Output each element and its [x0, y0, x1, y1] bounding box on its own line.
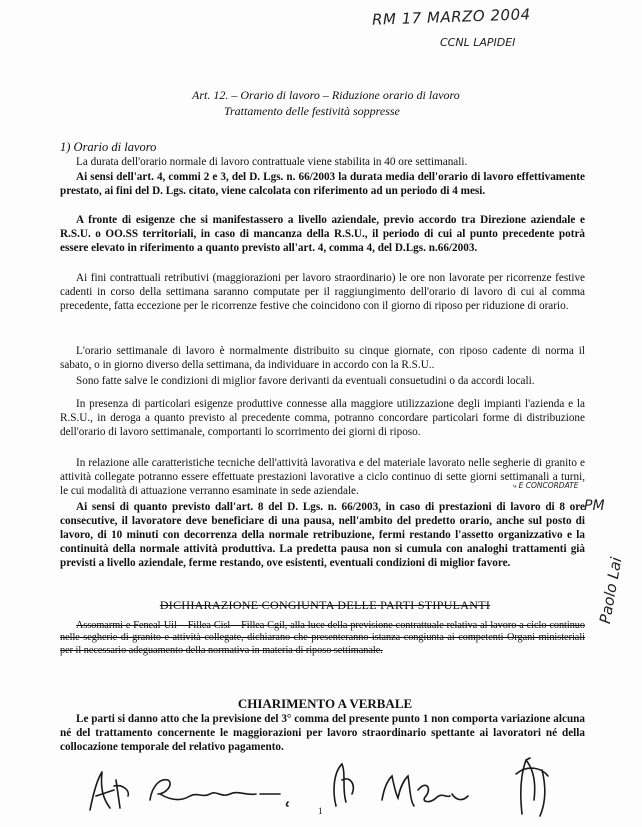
handwritten-reference: CCNL LAPIDEI [440, 36, 516, 49]
signature-1 [90, 772, 128, 810]
paragraph: Ai sensi dell'art. 4, commi 2 e 3, del D. Lgs. n. 66/2003 la durata media dell'orario di lavoro effettivamente prestato, ai fini del D. Lgs. citato, viene calcolata con riferimento ad un periodo di 4 mesi. [60, 171, 585, 197]
paragraph: Ai fini contrattuali retributivi (maggiorazioni per lavoro straordinario) le ore non lavorate per ricorrenze festive cadenti in corso della settimana saranno computate per il raggiungimento dell'orario di lavoro di cui al comma precedente, fatta eccezione per le ricorrenze festive che coincidono con il giorno di riposo per riduzione di orario. [60, 272, 585, 312]
paragraph: La durata dell'orario normale di lavoro contrattuale viene stabilita in 40 ore settimanali. [76, 156, 468, 168]
signature-3 [287, 802, 289, 806]
clarification-text: Le parti si danno atto che la previsione del 3° comma del presente punto 1 non comporta variazione alcuna né del trattamento concernente le maggiorazioni per lavoro straordinario spettante ai lavoratori né della collocazione temporale del relativo pagamento. [60, 713, 585, 753]
paragraph: A fronte di esigenze che si manifestassero a livello aziendale, previo accordo tra Direzione aziendale e R.S.U. o OO.SS territoriali, in caso di mancanza della R.S.U., il periodo di cui al punto precedente potrà essere elevato in riferimento a quanto previsto all'art. 4, comma 4, del D.Lgs. n.66/2003. [60, 214, 585, 254]
page-number: 1 [318, 806, 323, 816]
margin-signature: Paolo Lai [596, 555, 626, 626]
signature-4 [334, 764, 353, 806]
handwritten-date: RM 17 MARZO 2004 [371, 5, 531, 29]
paragraph: Ai sensi di quanto previsto dall'art. 8 del D. Lgs. n. 66/2003, in caso di prestazioni di lavoro di 8 ore consecutive, il lavoratore deve beneficiare di una pausa, nell'ambito del predetto orario, anche sul posto di lavoro, di 10 minuti con decorrenza della normale retribuzione, fermi restando l'assetto organizzativo e la continuità della normale attività produttiva. La predetta pausa non si cumula con analoghi trattamenti già previsti a livello aziendale, ferme restando, ove esistenti, eventuali condizioni di miglior favore. [60, 501, 585, 569]
handwritten-note: ⤷ E CONCORDATE [512, 481, 579, 490]
signature-2 [150, 780, 280, 800]
paragraph: In presenza di particolari esigenze produttive connesse alla maggiore utilizzazione degli impianti l'azienda e la R.S.U., in deroga a quanto previsto al precedente comma, potranno concordare particolari forme di distribuzione dell'orario di lavoro settimanale, comportanti lo scorrimento dei giorni di riposo. [60, 398, 585, 438]
clarification-title: CHIARIMENTO A VERBALE [237, 696, 413, 711]
signature-6 [516, 758, 548, 816]
paragraph: In relazione alle caratteristiche tecniche dell'attività lavorativa e del materiale lavorato nelle segherie di granito e attività collegate potranno essere effettuate prestazioni lavorative a ciclo continuo di sette giorni settimanali a turni, le cui modalità di attuazione verranno esaminate in sede aziendale. [60, 457, 585, 497]
section-title: 1) Orario di lavoro [60, 140, 157, 154]
article-subtitle: Trattamento delle festività soppresse [224, 104, 400, 118]
paragraph: L'orario settimanale di lavoro è normalmente distribuito su cinque giornate, con riposo cadente di norma il sabato, o in giorno diverso della settimana, da individuare in accordo con la R.S.U.. [60, 345, 585, 371]
paragraph: Sono fatte salve le condizioni di miglior favore derivanti da eventuali consuetudini o da accordi locali. [76, 375, 535, 387]
joint-declaration-text: Assomarmi e Feneal-Uil – Fillea Cisl – Fillea Cgil, alla luce della previsione contrattuale relativa al lavoro a ciclo continuo nelle segherie di granito e attività collegate, dichiarano che presenteranno istanza congiunta ai competenti Organi ministeriali per il necessario adeguamento della normativa in materia di riposo settimanale. [60, 620, 585, 656]
handwritten-initials: PM [584, 498, 605, 514]
joint-declaration-title: DICHIARAZIONE CONGIUNTA DELLE PARTI STIPULANTI [159, 598, 491, 612]
signatures [80, 750, 600, 820]
signature-5 [382, 776, 468, 806]
article-title: Art. 12. – Orario di lavoro – Riduzione orario di lavoro [192, 88, 460, 102]
